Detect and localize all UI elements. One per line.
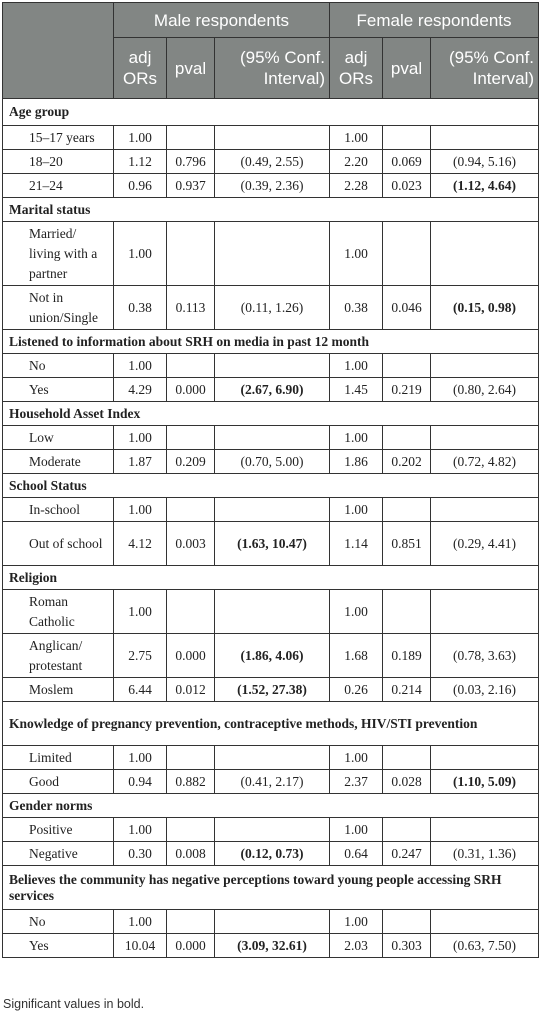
row-label: No <box>3 910 114 934</box>
female-adj-or-cell: 1.14 <box>330 522 383 566</box>
table-row <box>3 126 539 150</box>
male-pval-cell: 0.000 <box>167 634 215 678</box>
female-ci-cell: (1.10, 5.09) <box>431 770 539 794</box>
female-pval-cell <box>383 746 431 770</box>
male-adj-or-cell: 1.87 <box>114 450 167 474</box>
row-label: Yes <box>3 378 114 402</box>
female-pval-header: pval <box>383 38 431 99</box>
female-adj-or-cell: 0.38 <box>330 286 383 330</box>
female-pval-cell <box>383 222 431 286</box>
row-label: In-school <box>3 498 114 522</box>
male-pval-cell: 0.000 <box>167 378 215 402</box>
female-ci-cell <box>431 910 539 934</box>
female-adj-or-cell: 1.68 <box>330 634 383 678</box>
section-title: Gender norms <box>3 794 539 818</box>
male-adj-ors-header: adj ORs <box>114 38 167 99</box>
female-pval-cell <box>383 910 431 934</box>
male-ci-cell <box>215 910 330 934</box>
female-ci-cell <box>431 590 539 634</box>
section-title: Age group <box>3 99 539 126</box>
male-adj-or-cell: 1.00 <box>114 910 167 934</box>
row-label: Married/ living with a partner <box>3 222 114 286</box>
female-adj-or-cell: 2.20 <box>330 150 383 174</box>
male-adj-or-cell: 1.00 <box>114 222 167 286</box>
male-pval-cell: 0.008 <box>167 842 215 866</box>
male-pval-cell: 0.796 <box>167 150 215 174</box>
female-pval-cell: 0.028 <box>383 770 431 794</box>
male-pval-cell <box>167 498 215 522</box>
table-row <box>3 522 539 566</box>
row-label: No <box>3 354 114 378</box>
male-adj-or-cell: 1.00 <box>114 590 167 634</box>
male-ci-cell <box>215 498 330 522</box>
male-adj-or-cell: 4.12 <box>114 522 167 566</box>
female-ci-cell <box>431 354 539 378</box>
female-ci-cell <box>431 818 539 842</box>
row-label: 21–24 <box>3 174 114 198</box>
female-ci-cell <box>431 498 539 522</box>
male-ci-cell <box>215 818 330 842</box>
male-pval-cell: 0.882 <box>167 770 215 794</box>
section-header-row <box>3 330 539 354</box>
row-label: Roman Catholic <box>3 590 114 634</box>
male-adj-or-cell: 10.04 <box>114 934 167 958</box>
male-adj-or-cell: 1.00 <box>114 498 167 522</box>
male-ci-cell <box>215 746 330 770</box>
row-label: Not in union/Single <box>3 286 114 330</box>
male-adj-or-cell: 1.00 <box>114 746 167 770</box>
female-ci-cell <box>431 426 539 450</box>
table-row <box>3 426 539 450</box>
table-row <box>3 934 539 958</box>
male-pval-cell <box>167 590 215 634</box>
female-ci-cell: (0.03, 2.16) <box>431 678 539 702</box>
male-ci-cell <box>215 426 330 450</box>
male-pval-cell: 0.209 <box>167 450 215 474</box>
male-adj-or-cell: 1.00 <box>114 426 167 450</box>
table-body <box>3 99 539 958</box>
section-title: Listened to information about SRH on media in past 12 month <box>3 330 539 354</box>
female-pval-cell: 0.046 <box>383 286 431 330</box>
section-header-row <box>3 866 539 910</box>
male-adj-or-cell: 6.44 <box>114 678 167 702</box>
male-adj-or-cell: 0.94 <box>114 770 167 794</box>
female-ci-cell: (0.31, 1.36) <box>431 842 539 866</box>
section-title: Household Asset Index <box>3 402 539 426</box>
female-pval-cell: 0.247 <box>383 842 431 866</box>
table-row <box>3 746 539 770</box>
female-pval-cell: 0.851 <box>383 522 431 566</box>
female-ci-cell: (0.29, 4.41) <box>431 522 539 566</box>
male-ci-cell <box>215 590 330 634</box>
female-ci-cell: (0.80, 2.64) <box>431 378 539 402</box>
section-header-row <box>3 794 539 818</box>
female-pval-cell <box>383 818 431 842</box>
female-pval-cell <box>383 498 431 522</box>
male-adj-or-cell: 2.75 <box>114 634 167 678</box>
footnote: Significant values in bold. <box>3 997 145 1011</box>
female-adj-or-cell: 1.00 <box>330 222 383 286</box>
male-pval-cell <box>167 746 215 770</box>
row-label: Moderate <box>3 450 114 474</box>
row-label: Yes <box>3 934 114 958</box>
section-title: Marital status <box>3 198 539 222</box>
row-label: 18–20 <box>3 150 114 174</box>
female-adj-or-cell: 1.86 <box>330 450 383 474</box>
female-adj-or-cell: 1.00 <box>330 910 383 934</box>
male-ci-cell <box>215 126 330 150</box>
female-pval-cell: 0.023 <box>383 174 431 198</box>
male-adj-or-cell: 0.96 <box>114 174 167 198</box>
female-pval-cell: 0.214 <box>383 678 431 702</box>
female-ci-cell: (0.63, 7.50) <box>431 934 539 958</box>
header-corner-cell <box>3 3 114 99</box>
male-respondents-header: Male respondents <box>114 3 330 38</box>
male-pval-cell: 0.937 <box>167 174 215 198</box>
male-pval-cell <box>167 354 215 378</box>
regression-results-table <box>2 2 539 958</box>
male-adj-or-cell: 1.12 <box>114 150 167 174</box>
male-ci-cell <box>215 222 330 286</box>
male-pval-header: pval <box>167 38 215 99</box>
row-label: Positive <box>3 818 114 842</box>
female-adj-or-cell: 1.00 <box>330 354 383 378</box>
table-row <box>3 174 539 198</box>
row-label: Good <box>3 770 114 794</box>
section-header-row <box>3 566 539 590</box>
table-row <box>3 590 539 634</box>
table-row <box>3 354 539 378</box>
section-title: Knowledge of pregnancy prevention, contraceptive methods, HIV/STI prevention <box>3 702 539 746</box>
male-pval-cell <box>167 818 215 842</box>
female-ci-cell: (0.78, 3.63) <box>431 634 539 678</box>
female-ci-cell: (0.94, 5.16) <box>431 150 539 174</box>
female-ci-header: (95% Conf. Interval) <box>431 38 539 99</box>
table-row <box>3 678 539 702</box>
female-adj-or-cell: 1.00 <box>330 818 383 842</box>
male-ci-cell: (1.63, 10.47) <box>215 522 330 566</box>
row-label: Negative <box>3 842 114 866</box>
section-header-row <box>3 198 539 222</box>
female-respondents-header: Female respondents <box>330 3 539 38</box>
male-ci-cell: (0.49, 2.55) <box>215 150 330 174</box>
table-row <box>3 150 539 174</box>
row-label: Limited <box>3 746 114 770</box>
table-row <box>3 498 539 522</box>
female-adj-or-cell: 1.00 <box>330 426 383 450</box>
section-header-row <box>3 99 539 126</box>
section-header-row <box>3 702 539 746</box>
male-adj-or-cell: 4.29 <box>114 378 167 402</box>
table-row <box>3 910 539 934</box>
male-ci-cell: (0.70, 5.00) <box>215 450 330 474</box>
male-pval-cell: 0.113 <box>167 286 215 330</box>
female-ci-cell: (0.15, 0.98) <box>431 286 539 330</box>
male-ci-header: (95% Conf. Interval) <box>215 38 330 99</box>
section-header-row <box>3 474 539 498</box>
female-ci-cell <box>431 126 539 150</box>
female-adj-or-cell: 0.64 <box>330 842 383 866</box>
table-row <box>3 818 539 842</box>
row-label: Low <box>3 426 114 450</box>
female-adj-or-cell: 1.00 <box>330 126 383 150</box>
row-label: 15–17 years <box>3 126 114 150</box>
female-pval-cell <box>383 426 431 450</box>
female-ci-cell: (1.12, 4.64) <box>431 174 539 198</box>
female-adj-or-cell: 1.45 <box>330 378 383 402</box>
male-ci-cell: (0.12, 0.73) <box>215 842 330 866</box>
male-adj-or-cell: 1.00 <box>114 354 167 378</box>
female-pval-cell <box>383 590 431 634</box>
female-pval-cell: 0.202 <box>383 450 431 474</box>
male-pval-cell <box>167 426 215 450</box>
row-label: Out of school <box>3 522 114 566</box>
female-pval-cell: 0.069 <box>383 150 431 174</box>
female-pval-cell: 0.219 <box>383 378 431 402</box>
female-adj-ors-header: adj ORs <box>330 38 383 99</box>
male-ci-cell: (0.11, 1.26) <box>215 286 330 330</box>
female-adj-or-cell: 2.03 <box>330 934 383 958</box>
female-pval-cell <box>383 354 431 378</box>
female-pval-cell: 0.303 <box>383 934 431 958</box>
female-adj-or-cell: 2.37 <box>330 770 383 794</box>
male-ci-cell: (0.39, 2.36) <box>215 174 330 198</box>
female-ci-cell <box>431 222 539 286</box>
female-pval-cell: 0.189 <box>383 634 431 678</box>
male-adj-or-cell: 0.38 <box>114 286 167 330</box>
table-row <box>3 378 539 402</box>
table-row <box>3 222 539 286</box>
table-row <box>3 634 539 678</box>
male-ci-cell <box>215 354 330 378</box>
male-ci-cell: (0.41, 2.17) <box>215 770 330 794</box>
section-title: Believes the community has negative perceptions toward young people accessing SRH services <box>3 866 539 910</box>
male-adj-or-cell: 0.30 <box>114 842 167 866</box>
male-ci-cell: (1.86, 4.06) <box>215 634 330 678</box>
section-title: Religion <box>3 566 539 590</box>
male-adj-or-cell: 1.00 <box>114 126 167 150</box>
table-row <box>3 450 539 474</box>
female-pval-cell <box>383 126 431 150</box>
male-pval-cell <box>167 910 215 934</box>
section-title: School Status <box>3 474 539 498</box>
female-adj-or-cell: 1.00 <box>330 498 383 522</box>
male-ci-cell: (3.09, 32.61) <box>215 934 330 958</box>
male-pval-cell: 0.000 <box>167 934 215 958</box>
male-ci-cell: (1.52, 27.38) <box>215 678 330 702</box>
male-pval-cell: 0.003 <box>167 522 215 566</box>
female-ci-cell: (0.72, 4.82) <box>431 450 539 474</box>
table-row <box>3 770 539 794</box>
male-pval-cell: 0.012 <box>167 678 215 702</box>
male-ci-cell: (2.67, 6.90) <box>215 378 330 402</box>
female-adj-or-cell: 1.00 <box>330 746 383 770</box>
female-adj-or-cell: 2.28 <box>330 174 383 198</box>
female-adj-or-cell: 0.26 <box>330 678 383 702</box>
table-row <box>3 842 539 866</box>
row-label: Anglican/ protestant <box>3 634 114 678</box>
section-header-row <box>3 402 539 426</box>
female-ci-cell <box>431 746 539 770</box>
table-row <box>3 286 539 330</box>
male-pval-cell <box>167 126 215 150</box>
male-adj-or-cell: 1.00 <box>114 818 167 842</box>
male-pval-cell <box>167 222 215 286</box>
row-label: Moslem <box>3 678 114 702</box>
female-adj-or-cell: 1.00 <box>330 590 383 634</box>
